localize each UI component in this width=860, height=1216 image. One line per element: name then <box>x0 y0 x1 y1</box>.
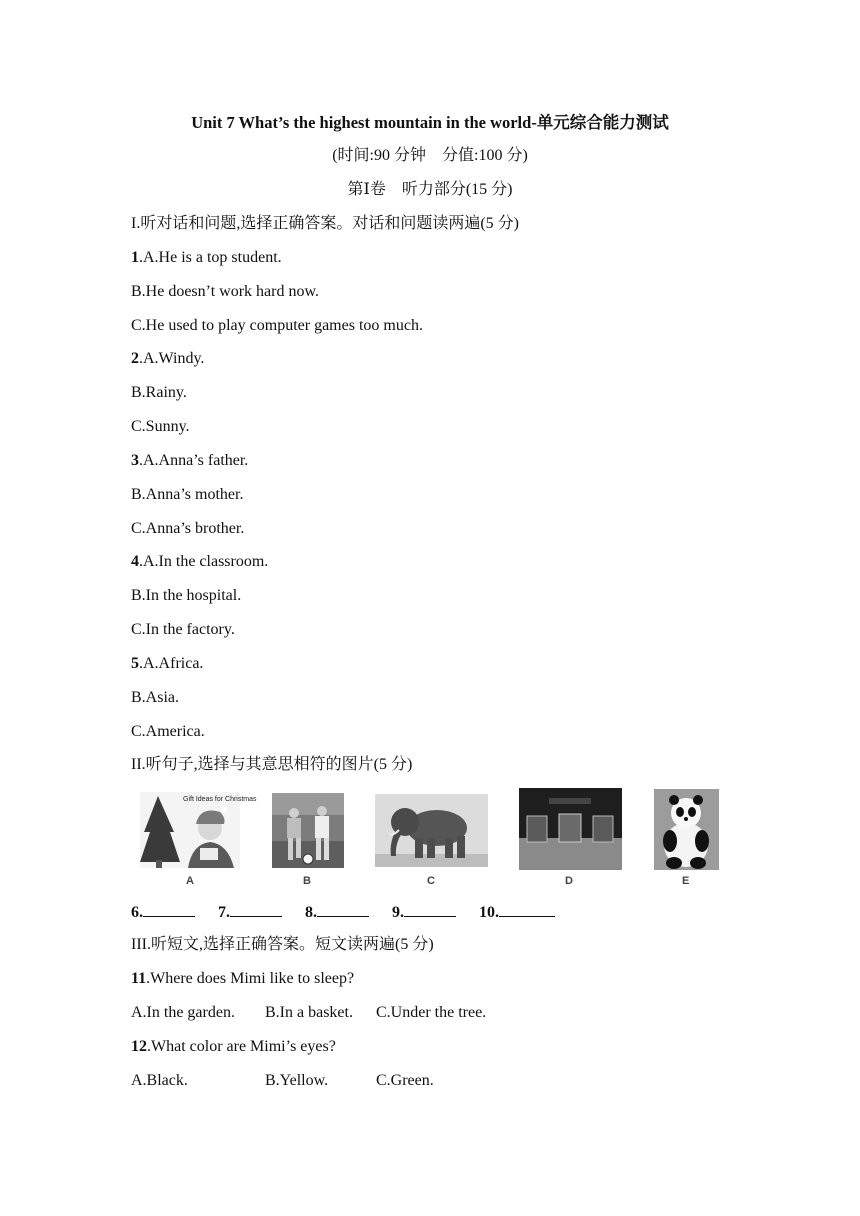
question-1-option-a <box>131 248 282 268</box>
question-1-option-c: C.He used to play computer games too much. <box>131 317 423 334</box>
part3-instruction: III.听短文,选择正确答案。短文读两遍(5 分) <box>131 936 434 953</box>
gift-ideas-text: Gift Ideas for Christmas <box>183 796 257 803</box>
blank-8-label: 8. <box>305 904 317 921</box>
page-title: Unit 7 What’s the highest mountain in the world-单元综合能力测试 <box>191 113 669 132</box>
blank-10-label: 10. <box>479 904 499 921</box>
option-text: .A.Africa. <box>139 655 204 672</box>
question-11 <box>131 969 354 989</box>
question-12 <box>131 1037 336 1057</box>
option-text: .A.In the classroom. <box>139 553 269 570</box>
question-number: 3 <box>131 452 139 469</box>
question-4-option-c: C.In the factory. <box>131 621 235 638</box>
blank-8-line[interactable] <box>317 902 369 917</box>
section-title: 第Ⅰ卷 听力部分(15 分) <box>347 181 513 198</box>
question-number: 2 <box>131 350 139 367</box>
question-2-option-b: B.Rainy. <box>131 384 187 401</box>
option-a: A.Black. <box>131 1072 188 1089</box>
question-number: 12 <box>131 1038 147 1055</box>
blank-7-line[interactable] <box>230 902 282 917</box>
blank-9-line[interactable] <box>404 902 456 917</box>
picture-b-football-players <box>272 793 344 868</box>
option-c: C.Under the tree. <box>376 1004 487 1021</box>
picture-a-label: A <box>186 875 194 887</box>
option-text: .A.Windy. <box>139 350 205 367</box>
question-2-option-a <box>131 349 204 369</box>
option-b: B.In a basket. <box>265 1004 353 1021</box>
blank-9-label: 9. <box>392 904 404 921</box>
question-2-option-c: C.Sunny. <box>131 418 190 435</box>
question-3-option-b: B.Anna’s mother. <box>131 486 244 503</box>
picture-d-label: D <box>565 875 573 887</box>
question-3-option-a <box>131 451 248 471</box>
question-1-option-b: B.He doesn’t work hard now. <box>131 283 319 300</box>
question-5-option-b: B.Asia. <box>131 689 179 706</box>
question-number: 4 <box>131 553 139 570</box>
picture-e-panda <box>654 789 719 870</box>
part1-instruction: I.听对话和问题,选择正确答案。对话和问题读两遍(5 分) <box>131 215 519 232</box>
option-text: .A.Anna’s father. <box>139 452 249 469</box>
question-text: .What color are Mimi’s eyes? <box>147 1038 336 1055</box>
blank-7-label: 7. <box>218 904 230 921</box>
option-a: A.In the garden. <box>131 1004 235 1021</box>
part2-instruction: II.听句子,选择与其意思相符的图片(5 分) <box>131 756 413 773</box>
option-b: B.Yellow. <box>265 1072 329 1089</box>
answer-blanks-row <box>131 902 555 923</box>
question-number: 5 <box>131 655 139 672</box>
blank-6-label: 6. <box>131 904 143 921</box>
picture-b-label: B <box>303 875 311 887</box>
picture-c-label: C <box>427 875 435 887</box>
picture-a-christmas-girl <box>140 792 257 868</box>
blank-6-line[interactable] <box>143 902 195 917</box>
question-text: .Where does Mimi like to sleep? <box>146 970 355 987</box>
picture-c-elephant <box>375 794 488 867</box>
question-4-option-b: B.In the hospital. <box>131 587 242 604</box>
picture-d-museum <box>519 788 622 870</box>
question-5-option-a <box>131 654 203 674</box>
exam-meta: (时间:90 分钟 分值:100 分) <box>332 147 528 164</box>
option-c: C.Green. <box>376 1072 434 1089</box>
question-number: 11 <box>131 970 147 987</box>
option-text: .A.He is a top student. <box>139 249 282 266</box>
picture-e-label: E <box>682 875 690 887</box>
question-number: 1 <box>131 249 139 266</box>
question-3-option-c: C.Anna’s brother. <box>131 520 245 537</box>
question-4-option-a <box>131 552 268 572</box>
question-5-option-c: C.America. <box>131 723 205 740</box>
blank-10-line[interactable] <box>499 902 555 917</box>
